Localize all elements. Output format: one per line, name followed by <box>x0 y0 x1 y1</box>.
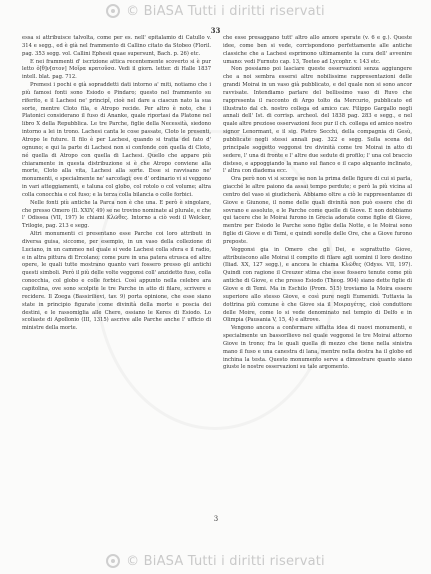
right-column <box>223 35 412 510</box>
watermark-text-bottom: © BiASA Tutti i diritti riservati <box>126 553 325 569</box>
paragraph: Veggonsi gia in Omero che gli Dei, e soprattutto Giove, attribuiscono alle Moirai il compito di filare agli uomini il loro destino (Iliad. XX, 127 segg.), e ancora le chiama Κλῶθες (Odyss. VII, 197). Quindi con ragione il Creuzer stima che esse fossero tenute come più antiche di Giove, e che presso Esiodo (Theog. 904) siano dette figlie di Giove e di Temi. Ma in Eschilo (Prom. 515) troviamo la Moira essere superiore allo stesso Giove, e così pure negli Eumenidi. Tuttavia la dottrina più comune è che Giove sia il Μοιραγέτης, cioè conduttore delle Moire, come lo si vede denominato nel tempio di Delfo e in Olimpia (Pausania V, 15, 4) e altrove. <box>223 246 412 324</box>
page-number: 33 <box>210 26 221 35</box>
paragraph: Altri monumenti ci presentano esse Parche coi loro attributi in diversa guisa, siccome, per esempio, in un vaso della collezione di Luciano, in un cammeo nel quale si vede Lachesi colla sfera e il radio, e in altra pittura di Ercolano; come pure in una patera etrusca ed altre opere, le quali tutte mostrano quanto vari fossero presso gli antichi questi simboli. Però il più delle volte veggonsi coll' anzidetto fuso, colla conocchia, col globo e colle forbici. Così appunto nella celebre ara capitolina, ove sono scolpite le tre Parche in atto di filare, scrivere e recidere. Il Zoega (Bassirilievi, tav. 9) porta opinione, che esse siano state in principio figurate come divinità della morte e poscia dei destini, e le rassomiglia alle Chere, ossiano le Keres di Esiodo. Lo scoliaste di Apollonio (III, 1315) ascrive alle Parche anche l' ufficio di ministre della morte. <box>22 231 211 332</box>
biasa-logo-icon <box>106 4 120 18</box>
paragraph: Vengono ancora a confermare siffatta idea di nuovi monumenti, e specialmente un bassorilievo nel quale veggonsi le tre Moirai attorno Giove in trono; fra le quali quella di mezzo che tiene nella sinistra mano il fuso e una canestra di lana, mentre nella destra ha il globo ed inchina la testa. Questo monumento serve a dimostrare quanto siano giuste le nostre osservazioni su tale argomento. <box>223 325 412 371</box>
paragraph: essa si attribuisce talvolta, come per es. nell' epitalamio di Catullo v. 314 e segg., ed è già nel frammento di Callino citato da Stobeo (Floril. pag. 353 segg. vol. Callini Ephesii quae supersunt, Bach. p. 26) etc. <box>22 35 211 57</box>
biasa-logo-icon <box>106 554 120 568</box>
paragraph: Non possiamo poi lasciare queste osservazioni senza aggiungere che a noi sembra essersi altre nobilissime rappresentazioni delle grandi Moirai in un vaso già pubblicato, e del quale non si sono ancor ravvisate. Intendiamo parlare del bellissimo vaso di Ruvo che rappresenta il racconto di Argo tolto da Mercurio, pubblicato ed illustrato dal ch. nostro collega ed amico cav. Filippo Gargallo negli annali dell' Ist. di corrisp. archeol. del 1838 pag. 283 e segg., e nel quale altre preziose osservazioni fece pur il ch. collega ed amico nostro signor Lenormant, e il sig. Pietro Secchi, della compagnia di Gesù, pubblicate negli stessi annali pag. 322 e segg. Sulla scena del principale soggetto veggonsi tre divinità come tre Moirai in atto di sedere, l' una di fronte e l' altre due sedute di profilo; l' una col braccio disteso, e appoggiando la mano sul fianco e il capo alquanto inclinato, l' altra con diadema ecc. <box>223 66 412 175</box>
paragraph: che esse presaggano tutt' altro allo amore sperate (v. 6 e g.). Queste idee, come ben si vede, corrispondono perfettamente alle antiche classiche che a Lachesi esprimono ultimamente la cura dell' avvenire umano: vedi Furnuto cap. 13, Teeteo ad Lycophr. v. 143 etc. <box>223 35 412 65</box>
watermark-text-top: © BiASA Tutti i diritti riservati <box>126 3 325 19</box>
watermark-top <box>0 0 431 22</box>
paragraph: Premesi i pochi e già sopraddetti dati intorno a' miti, notiamo che i più famosi fonti sono Esiodo e Pindaro; questo nel frammento su riferito, e il Lachesi ne' principî, cioè nel dare a ciascun nato la sua sorte, mentre Cloto fila, e Atropo recide. Per altro è noto, che i Platonici considerano il fuso di Ananke, quale riportasi da Platone nel libro X della Repubblica. Le tre Parche, figlie della Necessità, siedono intorno a lei in trono. Lachesi canta le cose passate, Cloto le presenti, Atropo le future. Il filo è per Lachesi, quando si tratta del fato d' ognuno; e qui la parte di Lachesi non si confonde con quella di Cloto, né quella di Atropo con quella di Lachesi. Quello che appare più chiaramente in questa distribuzione si è che Atropo conviene alla morte, Cloto alla vita, Lachesi alla sorte. Esse si ravvisano ne' monumenti, e specialmente ne' sarcofagi; ove d' ordinario vi si veggono in vari atteggiamenti, e taluna col globo, col rotolo o col volume; altra colla conocchia e col fuso; e la terza colla bilancia o colle forbici. <box>22 82 211 198</box>
paragraph: Nelle fonti più antiche la Parca non è che una. E però è singolare, che presso Omero (Il. XXIV, 49) se ne trovino nominate al plurale, e che l' Odissea (VII, 197) le chiami Κλῶθες. Intorno a ciò vedi il Welcker, Trilogie, pag. 213 e segg. <box>22 199 211 230</box>
paragraph: Ora però non vi si scorge se non la prima delle figure di cui si parla, giacché le altre paiono da assai tempo perdute; e però la più vicina al centro del vaso si giudicherà. Abbiamo oltre a ciò le rappresentanze di Giove e Giunone, il nome delle quali divinità non può essere che di sovrano e assoluto, e le Parche come quelle di Giove. E non dobbiamo qui tacere che le Moirai furono in Grecia adorate come figlie di Giove, mentre per Esiodo le Parche sono figlie della Notte, e le Moirai sono figlie di Giove e di Temi, e quindi sorelle delle Ore, che a Giove furono preposte. <box>223 176 412 245</box>
left-column <box>22 35 211 510</box>
signature-mark: 3 <box>213 515 219 523</box>
paragraph: E nei frammenti d' iscrizione attica recentemente scoverto si è pur letto ὁ[θ]ν[ατον] Μοῖρα κρατοῦσα. Vedi il giorn. letter. di Halle 1837 intell. blat. pag. 712. <box>22 58 211 81</box>
watermark-bottom <box>0 550 431 572</box>
text-columns <box>22 35 412 510</box>
